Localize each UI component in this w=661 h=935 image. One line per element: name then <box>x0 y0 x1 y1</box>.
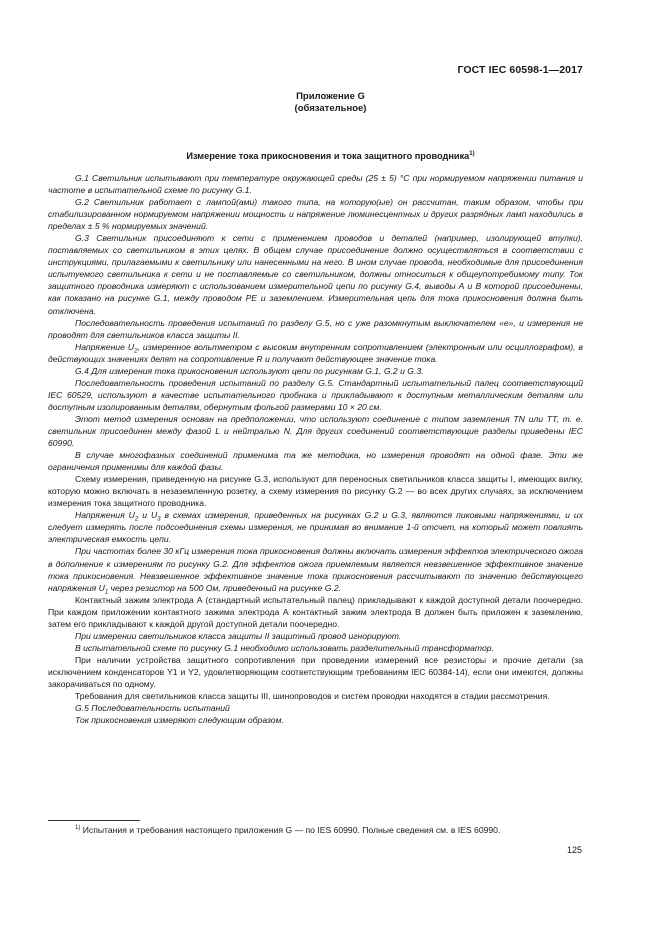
paragraph-resistors: При наличии устройства защитного сопротивления при проведении измерений все резисторы и прочие детали (за исключением конденсаторов Y1 и Y2, удовлетворяющим соответствующим требованиям IEC 60384-14), если они имеются, должны закорачиваться по одному. <box>48 654 583 689</box>
section-heading <box>0 151 661 161</box>
paragraph-method: Этот метод измерения основан на предположении, что используют соединение с типом заземления TN или TT, т. е. светильник присоединен между фазой L и нейтралью N. Для других соединений соответствующие разделы приведены IEC 60990. <box>48 413 583 449</box>
paragraph-class-3: Требования для светильников класса защиты III, шинопроводов и систем проводки находятся в стадии рассмотрения. <box>75 691 550 702</box>
paragraph-sequence-1: Последовательность проведения испытаний по разделу G.5, но с уже разомкнутым выключателем «е», и измерения не проводят для светильников класса защиты II. <box>48 317 583 340</box>
paragraph-sequence-2: Последовательность проведения испытаний по разделу G.5. Стандартный испытательный палец соответствующий IEC 60529, используют в качестве испытательного пробника и прикладывают к доступным металлическим деталям или доступным изолированным деталям, обернутым фольгой размерами 10 × 20 см. <box>48 377 583 412</box>
paragraph-transformer: В испытательной схеме по рисунку G.1 необходимо использовать разделительный трансформатор. <box>75 642 494 653</box>
paragraph-g1: G.1 Светильник испытывают при температуре окружающей среды (25 ± 5) °С при нормируемом напряжении питания и частоте в испытательной схеме по рисунку G.1. <box>48 173 583 196</box>
appendix-title <box>0 91 661 115</box>
paragraph-g5: G.5 Последовательность испытаний <box>75 703 230 714</box>
footnote-reference: 1) <box>469 150 475 157</box>
document-body <box>48 172 583 726</box>
paragraph-voltage: Напряжение $U_2$, измеренное вольтметром с высоким внутренним сопротивлением (электронным или осциллографом), в действующих значениях делят на сопротивление R и получают действующее значение тока. <box>48 341 584 364</box>
paragraph-clamp: Контактный зажим электрода А (стандартный испытательный палец) прикладывают к каждой доступной детали поочередно. При каждом приложении контактного зажима электрода А контактный зажим электрода В должен быть приложен к заземлению, затем его прикладывают к каждой другой доступной детали поочередно. <box>48 594 583 629</box>
footnote <box>75 825 500 835</box>
paragraph-circuit: Схему измерения, приведенную на рисунке G.3, используют для переносных светильников класса защиты I, имеющих вилку, которую можно включать в незаземленную розетку, а схему измерения по рисунку G.2 — во всех других случаях, за исключением измерения тока защитного проводника. <box>48 474 583 509</box>
paragraph-g2: G.2 Светильник работает с лампой(ами) такого типа, на которую(ые) он рассчитан, таким образом, чтобы при стабилизированном нормируемом напряжении мощность и напряжение люминесцентных и других разрядных ламп находились в пределах ± 5 % нормируемых значений. <box>48 197 583 232</box>
paragraph-peak-voltages: Напряжения $U_2$ и $U_3$ в схемах измерения, приведенных на рисунках G.2 и G.3, являются пиковыми напряжениями, и их следует измерять после подсоединения схемы измерения, не принимая во внимание 1-й отсчет, на который может повлиять электрическая емкость цепи. <box>48 510 583 545</box>
page-number: 125 <box>566 845 582 855</box>
footnote-divider <box>48 820 140 821</box>
paragraph-last: Ток прикосновения измеряют следующим образом. <box>75 715 284 726</box>
paragraph-multiphase: В случае многофазных соединений применима та же методика, но измерения проводят на одной фазе. Эти же ограничения применимы для каждой фазы. <box>48 450 583 473</box>
paragraph-g3: G.3 Светильник присоединяют к сети с применением проводов и деталей (например, изолирующей втулки), поставляемых со светильником в этих целях. В общем случае присоединение должно осуществляться в соответствии с инструкциями, прилагаемыми к светильнику или нанесенными на него. В ином случае провода, необходимые для присоединения испытуемого светильника к сети и не поставляемые со светильником, должны относиться к общеупотребимому типу. Ток защитного проводника измеряют с использованием измерительной цепи по рисунку G.4, выводы А и В которой присоединены, как показано на рисунке G.1, между проводом PE и заземлением. Измерительная цепь для тока прикосновения должна быть отключена. <box>48 233 583 316</box>
paragraph-g4: G.4 Для измерения тока прикосновения используют цепи по рисункам G.1, G.2 и G.3. <box>75 365 424 376</box>
section-title: Измерение тока прикосновения и тока защитного проводника <box>186 151 470 161</box>
footnote-text: Испытания и требования настоящего приложения G — по IES 60990. Полные сведения см. в IES 60990. <box>80 825 501 835</box>
standard-number: ГОСТ IEC 60598-1—2017 <box>457 64 583 76</box>
paragraph-frequency: При частотах более 30 кГц измерения тока прикосновения должны включать измерения эффектов электрического ожога в дополнение к измерениям по рисунку G.2. Для эффектов ожога приемлемым является невзвешенное эффективное значение тока прикосновения. Невзвешенное эффективное значение тока прикосновения рассчитывают по значению действующего напряжения $U_1$ через резистор на 500 Ом, приведенный на рисунке G.2. <box>48 546 583 596</box>
appendix-status: (обязательное) <box>294 103 367 114</box>
paragraph-class-2: При измерении светильников класса защиты II защитный провод игнорируют. <box>75 630 402 641</box>
footnote-mark: 1) <box>75 825 81 832</box>
appendix-label: Приложение G <box>296 91 365 102</box>
